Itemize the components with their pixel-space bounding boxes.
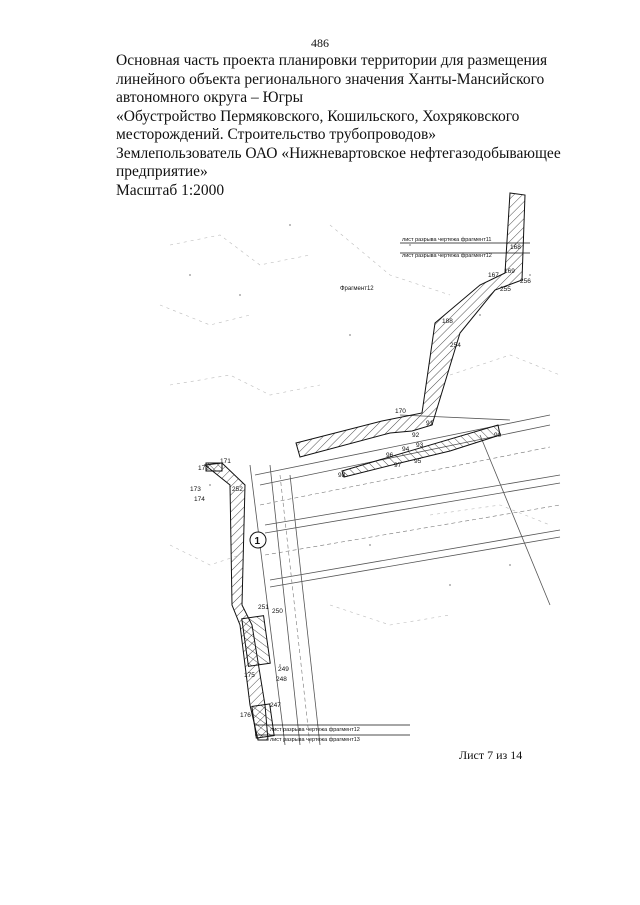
point-label: 90 [494,432,502,439]
page-number: 486 [311,36,329,50]
point-label: 91 [426,420,434,427]
point-label: 95 [414,458,422,465]
title-line: предприятие» [116,163,208,180]
point-label: 188 [442,318,453,325]
break-label-bottom-1: лист разрыва чертежа фрагмент12 [270,727,360,733]
title-line: «Обустройство Пермяковского, Кошильского, Хохряковского [116,107,520,125]
point-label: 249 [278,666,289,673]
point-label: 171 [220,458,231,465]
point-label: 172 [198,465,209,472]
title-line: автономного округа – Югры [116,89,304,106]
point-label: 173 [190,486,201,493]
road-dashes [260,447,560,745]
zone-marker [250,532,266,548]
point-label: 174 [194,496,205,503]
break-lines [255,243,530,735]
point-label: 252 [232,486,243,493]
pipeline-corridor [205,193,525,740]
point-label: 168 [510,244,521,251]
point-label: 175 [244,672,255,679]
point-label: 248 [276,676,287,683]
title-line: Основная часть проекта планировки территории для размещения [116,52,548,69]
break-label-top-2: лист разрыва чертежа фрагмент12 [402,253,492,259]
roads [250,415,560,745]
planning-map [150,185,570,745]
point-label: 250 [272,608,283,615]
point-label: 169 [504,268,515,275]
point-label: 247 [270,702,281,709]
point-label: 93 [416,442,424,449]
point-label: 167 [488,272,499,279]
break-label-top-1: лист разрыва чертежа фрагмент11 [402,237,492,243]
title-line: Землепользователь ОАО «Нижневартовское нефтегазодобывающее [116,144,561,162]
point-label: 97 [394,462,402,469]
title-line: месторождений. Строительство трубопроводов» [116,126,437,143]
title-line: Масштаб 1:2000 [116,181,225,199]
sheet-number: Лист 7 из 14 [459,748,523,762]
point-label: 98 [338,472,346,479]
fragment-label: Фрагмент12 [340,286,374,292]
point-label: 176 [240,712,251,719]
point-label: 96 [386,452,394,459]
title-line: линейного объекта регионального значения Ханты-Мансийского [116,70,545,88]
point-label: 92 [412,432,420,439]
point-label: 170 [395,408,406,415]
break-label-bottom-2: лист разрыва чертежа фрагмент13 [270,737,360,743]
point-label: 256 [520,278,531,285]
point-label: 254 [450,342,461,349]
point-label: 94 [402,446,410,453]
point-label: 251 [258,604,269,611]
point-label: 255 [500,286,511,293]
zone-number: 1 [254,536,261,547]
document-title [116,52,586,200]
